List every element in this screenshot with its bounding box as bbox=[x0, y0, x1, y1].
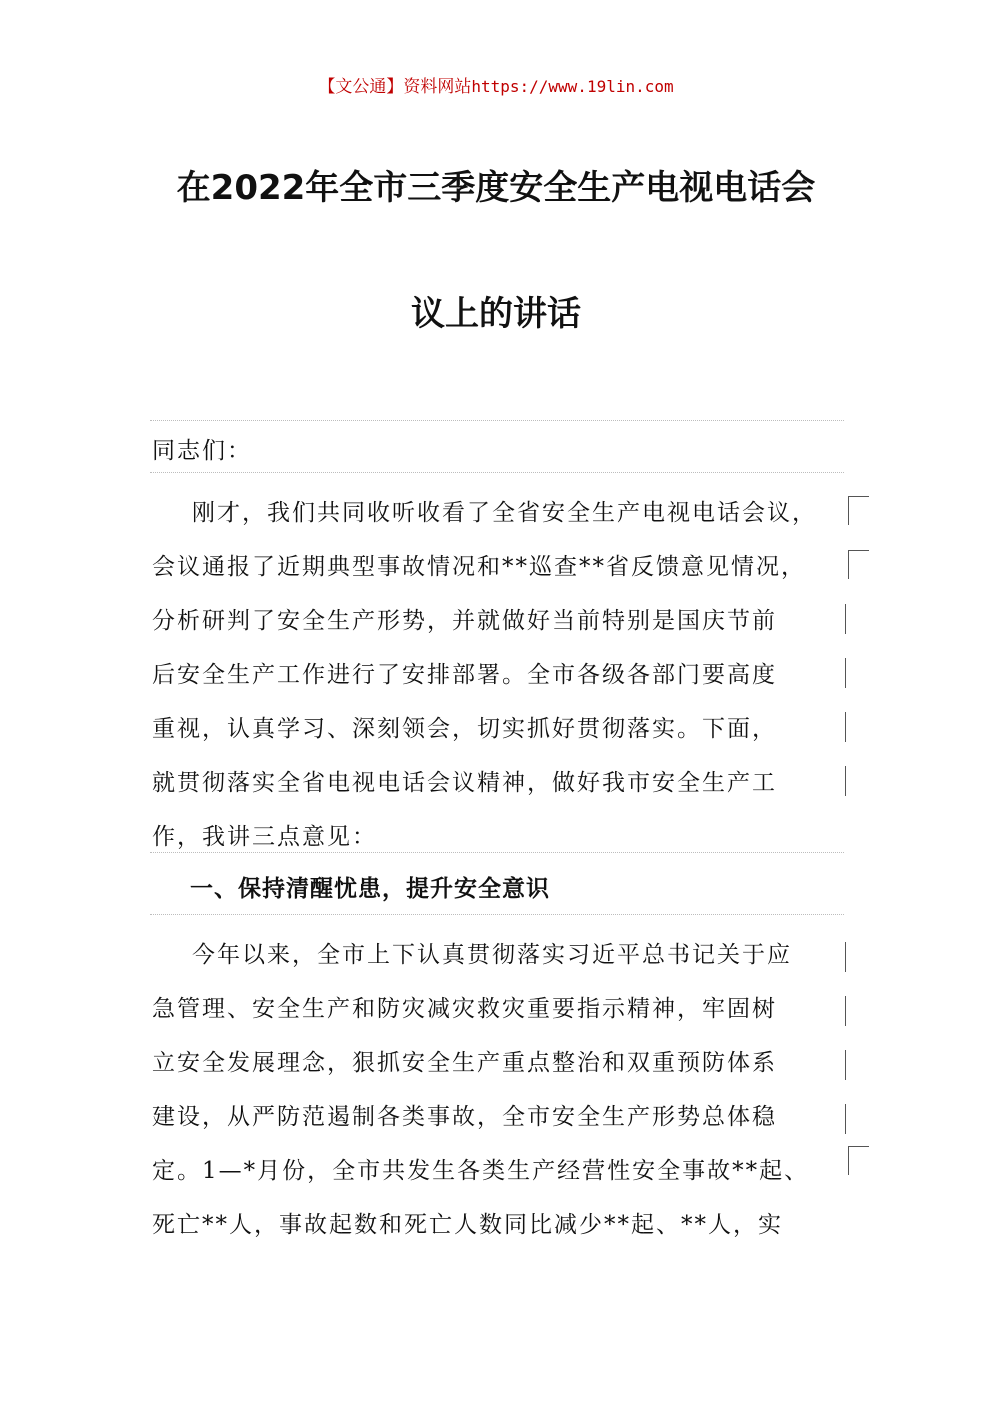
margin-marker bbox=[845, 942, 846, 972]
site-header bbox=[0, 76, 992, 98]
margin-marker bbox=[845, 766, 846, 796]
salutation bbox=[152, 424, 842, 478]
divider bbox=[150, 914, 844, 915]
paragraph-line: 建设，从严防范遏制各类事故，全市安全生产形势总体稳 bbox=[152, 1104, 777, 1130]
paragraph-line: 刚才，我们共同收听收看了全省安全生产电视电话会议， bbox=[192, 500, 817, 526]
paragraph-2 bbox=[152, 928, 842, 1252]
paragraph-line: 定。1—*月份，全市共发生各类生产经营性安全事故**起、 bbox=[152, 1158, 810, 1184]
paragraph-line: 分析研判了安全生产形势，并就做好当前特别是国庆节前 bbox=[152, 608, 777, 634]
margin-marker bbox=[848, 1146, 869, 1175]
margin-marker bbox=[845, 712, 846, 742]
paragraph-line: 急管理、安全生产和防灾减灾救灾重要指示精神，牢固树 bbox=[152, 996, 777, 1022]
paragraph-line: 会议通报了近期典型事故情况和**巡查**省反馈意见情况， bbox=[152, 554, 806, 580]
paragraph-line: 今年以来，全市上下认真贯彻落实习近平总书记关于应 bbox=[192, 942, 792, 968]
salutation-text: 同志们： bbox=[152, 438, 252, 464]
margin-marker bbox=[848, 496, 869, 525]
margin-marker bbox=[845, 1104, 846, 1134]
paragraph-line: 重视，认真学习、深刻领会，切实抓好贯彻落实。下面， bbox=[152, 716, 777, 742]
site-url[interactable]: https://www.19lin.com bbox=[471, 77, 674, 96]
margin-marker bbox=[845, 604, 846, 634]
paragraph-line: 作，我讲三点意见： bbox=[152, 824, 377, 850]
paragraph-line: 立安全发展理念，狠抓安全生产重点整治和双重预防体系 bbox=[152, 1050, 777, 1076]
divider bbox=[150, 852, 844, 853]
paragraph-line: 后安全生产工作进行了安排部署。全市各级各部门要高度 bbox=[152, 662, 777, 688]
divider bbox=[150, 420, 844, 421]
paragraph-1 bbox=[152, 486, 842, 864]
divider bbox=[150, 472, 844, 473]
paragraph-line: 就贯彻落实全省电视电话会议精神，做好我市安全生产工 bbox=[152, 770, 777, 796]
document-title-line-1: 在2022年全市三季度安全生产电视电话会 bbox=[176, 168, 816, 208]
document-title-line-2: 议上的讲话 bbox=[411, 294, 581, 334]
margin-marker bbox=[845, 996, 846, 1026]
paragraph-line: 死亡**人，事故起数和死亡人数同比减少**起、**人，实 bbox=[152, 1212, 783, 1238]
section-heading: 一、保持清醒忧患，提升安全意识 bbox=[190, 876, 550, 902]
margin-marker bbox=[848, 550, 869, 579]
margin-marker bbox=[845, 658, 846, 688]
site-label: 资料网站 bbox=[403, 77, 472, 97]
brand-label: 【文公通】 bbox=[318, 77, 404, 97]
margin-marker bbox=[845, 1050, 846, 1080]
